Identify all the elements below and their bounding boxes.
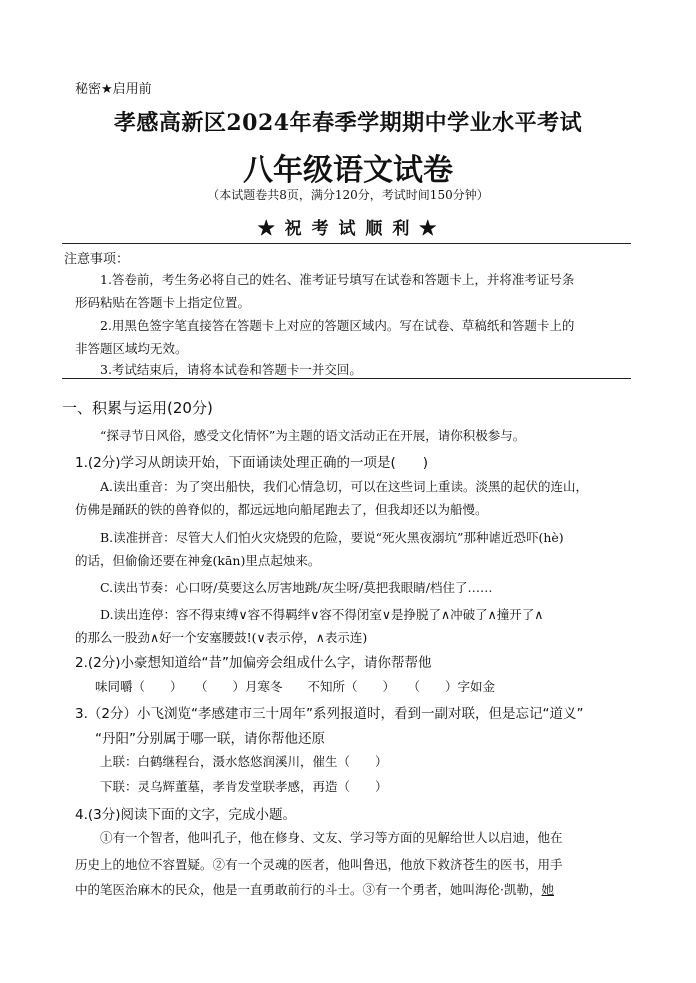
notes-line-4: 非答题区域均无效。 bbox=[75, 341, 188, 356]
q4-passage-line-1: ①有一个智者，他叫孔子，他在修身、文友、学习等方面的见解给世人以启迪，他在 bbox=[100, 830, 563, 845]
q4-passage-line-2: 历史上的地位不容置疑。②有一个灵魂的医者，他叫鲁迅，他放下救济苍生的医书，用手 bbox=[75, 857, 563, 872]
exam-info: （本试题卷共8页，满分120分，考试时间150分钟） bbox=[207, 188, 489, 202]
q1-stem: 1.(2分)学习从朗读开始，下面诵读处理正确的一项是( ) bbox=[75, 455, 429, 471]
q1-option-a-line-2: 仿佛是踊跃的铁的兽脊似的，都远远地向船尾跑去了，但我却还以为船慢。 bbox=[75, 502, 488, 517]
q4-passage-line-3-text: 中的笔医治麻木的民众，他是一直勇敢前行的斗士。③有一个勇者，她叫海伦·凯勒， bbox=[75, 882, 542, 897]
divider-bottom bbox=[62, 378, 631, 379]
notes-line-3: 2.用黑色签字笔直接答在答题卡上对应的答题区域内。写在试卷、草稿纸和答题卡上的 bbox=[100, 318, 575, 333]
paper-title: 八年级语文试卷 bbox=[243, 153, 453, 188]
q4-passage-underlined-char: 她 bbox=[541, 882, 554, 897]
q2-blanks: 味同嚼（ ） （ ）月寒冬 不知所（ ） （ ）字如金 bbox=[95, 679, 496, 694]
q4-stem: 4.(3分)阅读下面的文字，完成小题。 bbox=[75, 807, 297, 823]
blessing-line: ★ 祝 考 试 顺 利 ★ bbox=[257, 219, 439, 239]
q1-option-d-line-2: 的那么一股劲∧好一个安塞腰鼓!(∨表示停，∧表示连) bbox=[75, 630, 368, 645]
notes-line-2: 形码粘贴在答题卡上指定位置。 bbox=[75, 295, 251, 310]
section-1-heading: 一、积累与运用(20分) bbox=[62, 399, 213, 417]
q3-upper-couplet: 上联：白鹤继程台，滠水悠悠润溪川，催生（ ） bbox=[100, 754, 388, 769]
notes-line-5: 3.考试结束后，请将本试卷和答题卡一并交回。 bbox=[100, 362, 362, 377]
school-exam-title: 孝感高新区2024年春季学期期中学业水平考试 bbox=[113, 110, 583, 136]
q2-stem: 2.(2分)小豪想知道给“昔”加偏旁会组成什么字，请你帮帮他 bbox=[75, 655, 432, 671]
notes-heading: 注意事项： bbox=[64, 252, 130, 267]
notes-line-1: 1.答卷前，考生务必将自己的姓名、准考证号填写在试卷和答题卡上，并将准考证号条 bbox=[100, 272, 575, 287]
q1-option-a-line-1: A.读出重音：为了突出船快，我们心情急切，可以在这些词上重读。淡黑的起伏的连山， bbox=[100, 479, 589, 494]
section-1-intro: “探寻节日风俗，感受文化情怀”为主题的语文活动正在开展，请你积极参与。 bbox=[100, 428, 526, 443]
confidential-label: 秘密★启用前 bbox=[75, 82, 152, 97]
q1-option-b-line-1: B.读准拼音：尽管大人们怕火灾烧毁的危险，要说“死火黑夜溺坑”那种谑近恐吓(hè) bbox=[100, 530, 564, 545]
q4-passage-line-3 bbox=[75, 880, 554, 898]
q1-option-c: C.读出节奏：心口呀/莫要这么厉害地跳/灰尘呀/莫把我眼睛/档住了…… bbox=[100, 580, 493, 595]
q3-stem-line-1: 3.（2分）小飞浏览“孝感建市三十周年”系列报道时，看到一副对联，但是忘记“道义” bbox=[75, 706, 584, 722]
q3-stem-line-2: “丹阳”分别属于哪一联，请你帮他还原 bbox=[95, 731, 325, 747]
divider-top bbox=[62, 243, 631, 244]
q3-lower-couplet: 下联：灵乌辉董墓，孝肯发堂联孝感，再造（ ） bbox=[100, 779, 388, 794]
q1-option-b-line-2: 的话，但偷偷还要在神龛(kān)里点起烛来。 bbox=[75, 553, 321, 568]
q1-option-d-line-1: D.读出连停：容不得束缚∨容不得羁绊∨容不得闭室∨是挣脱了∧冲破了∧撞开了∧ bbox=[100, 607, 544, 622]
